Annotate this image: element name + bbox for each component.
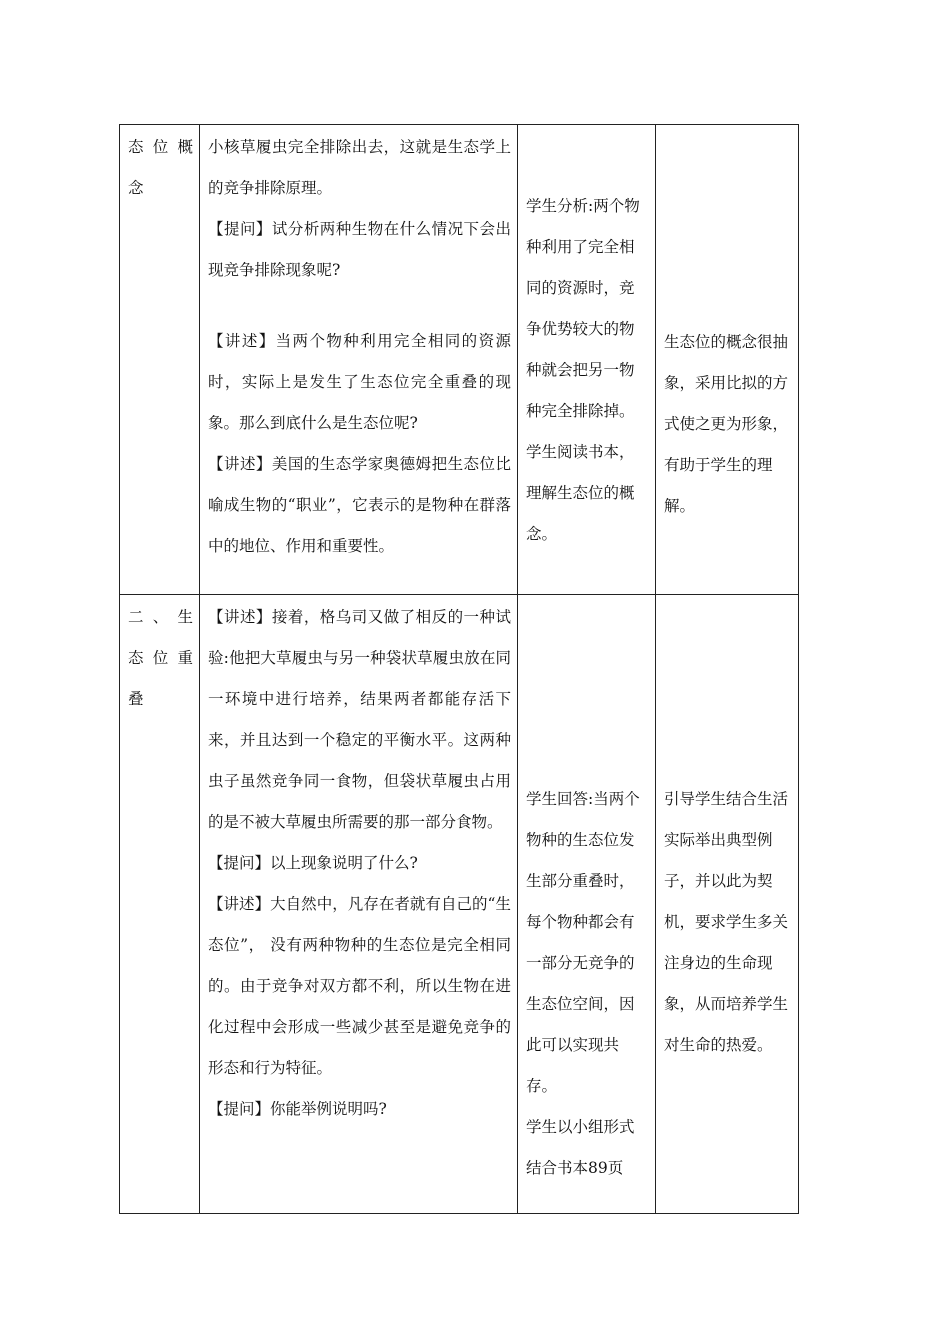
lesson-plan-table (119, 124, 799, 1214)
teacher-paragraph: 【提问】以上现象说明了什么? (208, 854, 418, 872)
teacher-paragraph: 【讲述】大自然中，凡存在者就有自己的“生态位”， 没有两种物种的生态位是完全相同的。由于竞争对双方都不利，所以生物在进化过程中会形成一些减少甚至是避免竞争的形态和行为特征。 (208, 895, 511, 1077)
student-paragraph: 学生分析:两个物种利用了完全相同的资源时，竞争优势较大的物种就会把另一物种完全排除掉。 (526, 197, 640, 420)
blank-line (208, 291, 511, 321)
topic-line: 态位重 (128, 649, 193, 667)
teacher-paragraph: 【讲述】当两个物种利用完全相同的资源时，实际上是发生了生态位完全重叠的现象。那么到底什么是生态位呢? (208, 332, 511, 432)
student-paragraph: 学生以小组形式结合书本89页 (526, 1118, 635, 1177)
teacher-paragraph: 【提问】试分析两种生物在什么情况下会出现竞争排除现象呢? (208, 220, 511, 279)
topic-cell (120, 595, 200, 1214)
teacher-paragraph: 【讲述】接着，格乌司又做了相反的一种试验:他把大草履虫与另一种袋状草履虫放在同一环境中进行培养，结果两者都能存活下来，并且达到一个稳定的平衡水平。这两种虫子虽然竞争同一食物，但袋状草履虫占用的是不被大草履虫所需要的那一部分食物。 (208, 608, 511, 831)
student-paragraph: 学生阅读书本，理解生态位的概念。 (526, 443, 635, 543)
topic-line: 态位概 (128, 138, 193, 156)
table-row (120, 595, 799, 1214)
teacher-paragraph: 【提问】你能举例说明吗? (208, 1100, 387, 1118)
topic-line: 叠 (128, 690, 144, 708)
table-row (120, 125, 799, 595)
teacher-activity-cell (200, 595, 518, 1214)
design-intent-cell (656, 125, 799, 595)
teacher-paragraph: 【讲述】美国的生态学家奥德姆把生态位比喻成生物的“职业”，它表示的是物种在群落中的地位、作用和重要性。 (208, 455, 511, 555)
topic-cell (120, 125, 200, 595)
student-activity-cell (518, 595, 656, 1214)
design-paragraph: 生态位的概念很抽象，采用比拟的方式使之更为形象，有助于学生的理解。 (664, 333, 789, 515)
teacher-paragraph: 小核草履虫完全排除出去，这就是生态学上的竞争排除原理。 (208, 138, 511, 197)
student-activity-cell (518, 125, 656, 595)
design-intent-cell (656, 595, 799, 1214)
teacher-activity-cell (200, 125, 518, 595)
student-paragraph: 学生回答:当两个物种的生态位发生部分重叠时，每个物种都会有一部分无竞争的生态位空间，因此可以实现共存。 (526, 790, 640, 1095)
design-paragraph: 引导学生结合生活实际举出典型例子，并以此为契机，要求学生多关注身边的生命现象，从而培养学生对生命的热爱。 (664, 790, 789, 1054)
topic-line: 念 (128, 179, 144, 197)
topic-line: 二、生 (128, 608, 193, 626)
